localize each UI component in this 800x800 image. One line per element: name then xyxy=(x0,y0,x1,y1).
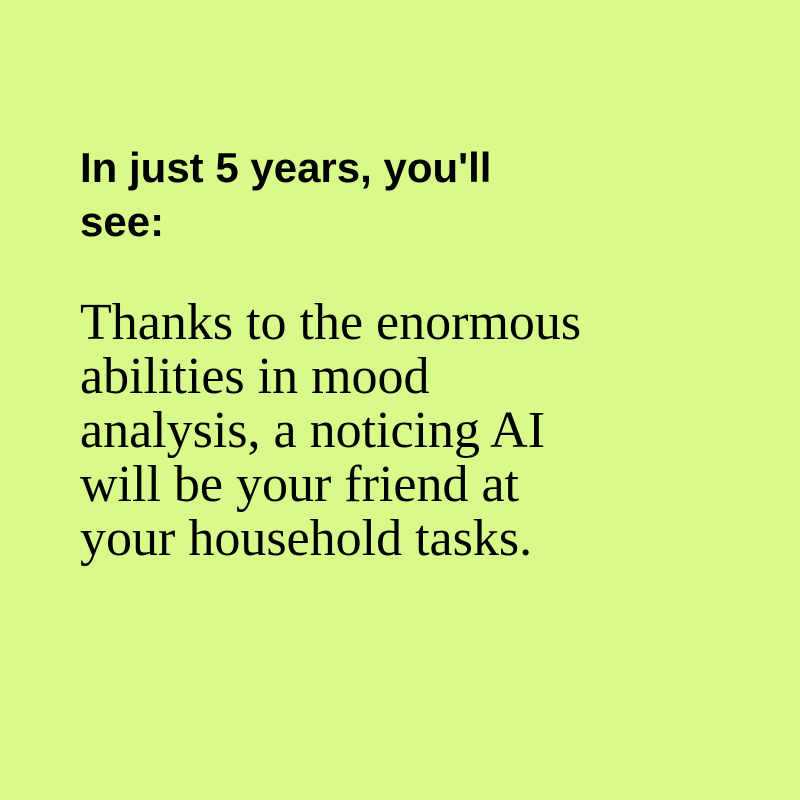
headline: In just 5 years, you'll see: xyxy=(80,144,492,245)
body-text: Thanks to the enormous abilities in mood analysis, a noticing AI will be your friend at your household tasks. xyxy=(80,294,582,567)
